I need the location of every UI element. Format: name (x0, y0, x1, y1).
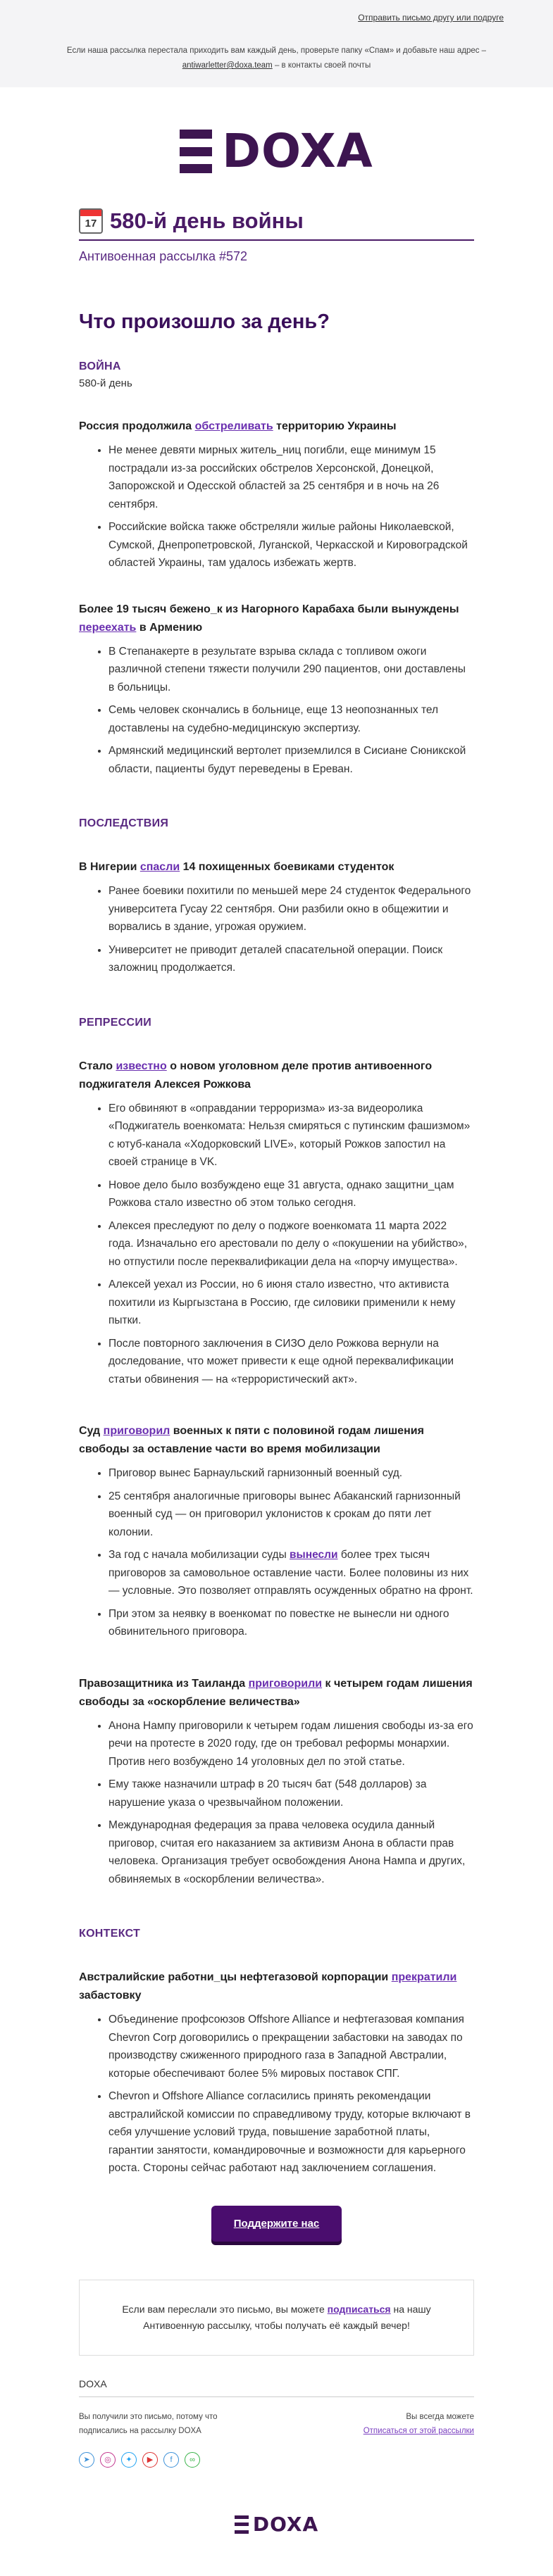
spam-note-after: – в контакты своей почты (272, 61, 371, 70)
footer-brand: DOXA (79, 2378, 474, 2397)
headline-text: к четырем годам лишения свободы за «оскорбление величества» (79, 1677, 473, 1708)
story-link[interactable]: прекратили (391, 1971, 457, 1983)
bullet: • Ему также назначили штраф в 20 тысяч бат (548 долларов) за нарушение указа о чрезвычайном положении. (108, 1776, 474, 1811)
spam-note (49, 44, 504, 73)
calendar-day: 17 (85, 218, 97, 230)
section-repressions-title: РЕПРЕССИИ (79, 1016, 151, 1029)
story-link[interactable]: обстреливать (194, 420, 273, 432)
forward-row (49, 13, 504, 23)
instagram-icon[interactable]: ◎ (100, 2452, 116, 2468)
story (79, 1968, 474, 2178)
bottom-doxa-logo[interactable] (235, 2512, 319, 2536)
story-headline (79, 1057, 474, 1094)
footer-right-text: Вы всегда можете (406, 2412, 474, 2421)
story-headline (79, 858, 474, 877)
question-heading: Что произошло за день? (79, 310, 330, 333)
bullet: • Его обвиняют в «оправдании терроризма» из-за видеоролика «Поджигатель военкомата: Нельзя смиряться с путинским фашизмом» с ютуб-канала «Ходорковский LIVE», который Рожков запостил на своей странице в VK. (108, 1100, 474, 1171)
bullet: • Семь человек скончались в больнице, еще 13 неопознанных тел доставлены на судебно-медицинскую экспертизу. (108, 701, 474, 737)
newsletter-subtitle: Антивоенная рассылка #572 (79, 249, 248, 263)
headline-text: территорию Украины (273, 420, 397, 432)
bullet: • Армянский медицинский вертолет приземлился в Сисиане Сюникской области, пациенты будут переведены в Ереван. (108, 742, 474, 778)
section-consequences-title: ПОСЛЕДСТВИЯ (79, 817, 169, 829)
story-link[interactable]: приговорили (248, 1677, 323, 1690)
doxa-logo[interactable] (180, 124, 373, 178)
forwarded-note-text: Если вам переслали это письмо, вы можете (122, 2303, 328, 2315)
story-link[interactable]: спасли (139, 861, 180, 873)
bullet: • Ранее боевики похитили по меньшей мере 24 студенток Федерального университета Гусау 22 сентября. Они разбили окно в общежитии и ворвались в здание, угрожая оружием. (108, 882, 474, 936)
telegram-icon[interactable]: ➤ (79, 2452, 94, 2468)
story-bullets (79, 441, 474, 572)
bottom-logo-row (0, 2468, 553, 2576)
bullet: • Университет не приводит деталей спасательной операции. Поиск заложниц продолжается. (108, 941, 474, 977)
bottom-logo-text: DOXA (252, 2512, 319, 2536)
support-button[interactable]: Поддержите нас (211, 2206, 342, 2242)
doxa-logo-mark-icon (235, 2515, 249, 2534)
spam-note-before: Если наша рассылка перестала приходить вам каждый день, проверьте папку «Спам» и добавьте наш адрес – (66, 46, 487, 55)
story-bullets (79, 643, 474, 779)
bullet: • Объединение профсоюзов Offshore Alliance и нефтегазовая компания Chevron Corp договорились о прекращении забастовки на заводах по производству сжиженного природного газа в Западной Австралии, которые обеспечивают более 5% мировых поставок СПГ. (108, 2011, 474, 2082)
doxa-logo-mark-icon (180, 130, 212, 173)
doxa-logo-text: DOXA (222, 124, 373, 178)
bullet-link[interactable]: вынесли (290, 1549, 338, 1561)
footer-left: Вы получили это письмо, потому что подписались на рассылку DOXA (79, 2412, 218, 2435)
headline-text: военных к пяти с половиной годам лишения свободы за оставление части во время мобилизации (79, 1425, 424, 1455)
subscribe-link[interactable]: подписаться (327, 2303, 391, 2315)
story-link[interactable]: известно (116, 1060, 167, 1072)
bullet-text: более трех тысяч приговоров за самовольное оставление части. Более половины из них — условные. Это позволяет отправлять осужденных обратно на фронт. (108, 1549, 473, 1597)
bullet: • Приговор вынес Барнаульский гарнизонный военный суд. (108, 1464, 474, 1483)
bullet: • Российские войска также обстреляли жилые районы Николаевской, Сумской, Днепропетровской, Луганской, Черкасской и Кировоградской областей Украины, там удалось избежать жертв. (108, 518, 474, 572)
headline-text: о новом уголовном деле против антивоенного поджигателя Алексея Рожкова (79, 1060, 433, 1091)
day-title-text: 580-й день войны (110, 208, 304, 233)
section-context-title: КОНТЕКСТ (79, 1928, 141, 1940)
story (79, 601, 474, 779)
forward-link[interactable]: Отправить письмо другу или подруге (358, 13, 504, 23)
headline-text: Стало (79, 1060, 116, 1072)
story-headline (79, 601, 474, 637)
forwarded-note-text: на нашу Антивоенную рассылку, чтобы получать её каждый вечер! (143, 2303, 431, 2331)
bullet (108, 1546, 474, 1600)
bullet: • Алексей уехал из России, но 6 июня стало известно, что активиста похитили из Кыргызстана в Россию, где силовики применили к нему пытки. (108, 1276, 474, 1330)
twitter-icon[interactable]: ✦ (121, 2452, 137, 2468)
footer (79, 2378, 474, 2468)
bullet: • При этом за неявку в военкомат по повестке не вынесли ни одного обвинительного приговора. (108, 1605, 474, 1641)
story-bullets (79, 1100, 474, 1389)
bullet: • Анона Нампу приговорили к четырем годам лишения свободы из-за его речи на протесте в 2020 году, где он требовал реформы монархии. Против него возбуждено 14 уголовных дел по этой статье. (108, 1717, 474, 1771)
bullet: • 25 сентября аналогичные приговоры вынес Абаканский гарнизонный военный суд — он приговорил уклонистов к срокам до пяти лет колонии. (108, 1488, 474, 1542)
social-links (79, 2452, 474, 2468)
bullet-text: За год с начала мобилизации суды (108, 1549, 290, 1561)
main-content (0, 208, 553, 2468)
facebook-icon[interactable]: f (163, 2452, 179, 2468)
bullet: • Chevron и Offshore Alliance согласились принять рекомендации австралийской комиссии по справедливому труду, которые включают в себя улучшение условий труда, повышение заработной платы, гарантии занятости, командировочные и возможности для карьерного роста. Стороны сейчас работают над заключением соглашения. (108, 2087, 474, 2178)
headline-text: 14 похищенных боевиками студенток (180, 861, 394, 873)
story-bullets (79, 882, 474, 977)
bullet: • Не менее девяти мирных житель_ниц погибли, еще минимум 15 пострадали из-за российских обстрелов Херсонской, Донецкой, Запорожской и Одесской областей за 25 сентября и в ночь на 26 сентября. (108, 441, 474, 513)
story-headline (79, 1968, 474, 2005)
bullet: • Алексея преследуют по делу о поджоге военкомата 11 марта 2022 года. Изначально его арестовали по делу о «покушении на убийство», но отпустили после переквалификации дела на «порчу имущества». (108, 1217, 474, 1271)
unsubscribe-link[interactable]: Отписаться от этой рассылки (363, 2426, 474, 2435)
section-war-title: ВОЙНА (79, 360, 121, 372)
story-bullets (79, 1464, 474, 1641)
story-link[interactable]: приговорил (103, 1425, 170, 1437)
bullet: • Новое дело было возбуждено еще 31 августа, однако защитни_цам Рожкова стало известно об этом только сегодня. (108, 1176, 474, 1212)
story-headline (79, 417, 474, 436)
story (79, 417, 474, 572)
story (79, 1675, 474, 1889)
headline-text: Россия продолжила (79, 420, 195, 432)
story-headline (79, 1675, 474, 1711)
link-icon[interactable]: ∞ (185, 2452, 200, 2468)
footer-right (364, 2410, 474, 2438)
headline-text: забастовку (79, 1990, 142, 2002)
story (79, 858, 474, 977)
youtube-icon[interactable]: ▶ (142, 2452, 158, 2468)
headline-text: в Армению (136, 621, 203, 634)
page-title (79, 208, 474, 241)
bullet: • После повторного заключения в СИЗО дело Рожкова вернули на доследование, что может привести к еще одной переквалификации статьи обвинения — на «террористический акт». (108, 1335, 474, 1389)
bullet: • Международная федерация за права человека осудила данный приговор, считая его наказанием за активизм Анона в области прав человека. Организация требует освобождения Анона Нампа и других, обвиняемых в «оскорблении величества». (108, 1816, 474, 1888)
headline-text: Правозащитника из Таиланда (79, 1677, 249, 1690)
headline-text: Суд (79, 1425, 104, 1437)
headline-text: Более 19 тысяч бежено_к из Нагорного Карабаха были вынуждены (79, 603, 459, 615)
story (79, 1422, 474, 1641)
headline-text: Австралийские работни_цы нефтегазовой корпорации (79, 1971, 392, 1983)
bullet: • В Степанакерте в результате взрыва склада с топливом ожоги различной степени тяжести получили 290 пациентов, они доставлены в больницы. (108, 643, 474, 697)
story (79, 1057, 474, 1389)
logo-row (0, 87, 553, 208)
headline-text: В Нигерии (79, 861, 140, 873)
calendar-icon (79, 208, 103, 234)
footer-columns (79, 2410, 474, 2438)
story-link[interactable]: переехать (79, 621, 137, 634)
section-war-subtitle: 580-й день (79, 377, 132, 389)
story-headline (79, 1422, 474, 1459)
support-row (79, 2206, 474, 2242)
forwarded-note (79, 2280, 474, 2356)
preheader (0, 0, 553, 87)
contact-email-link[interactable]: antiwarletter@doxa.team (182, 61, 273, 70)
story-bullets (79, 1717, 474, 1889)
story-bullets (79, 2011, 474, 2178)
